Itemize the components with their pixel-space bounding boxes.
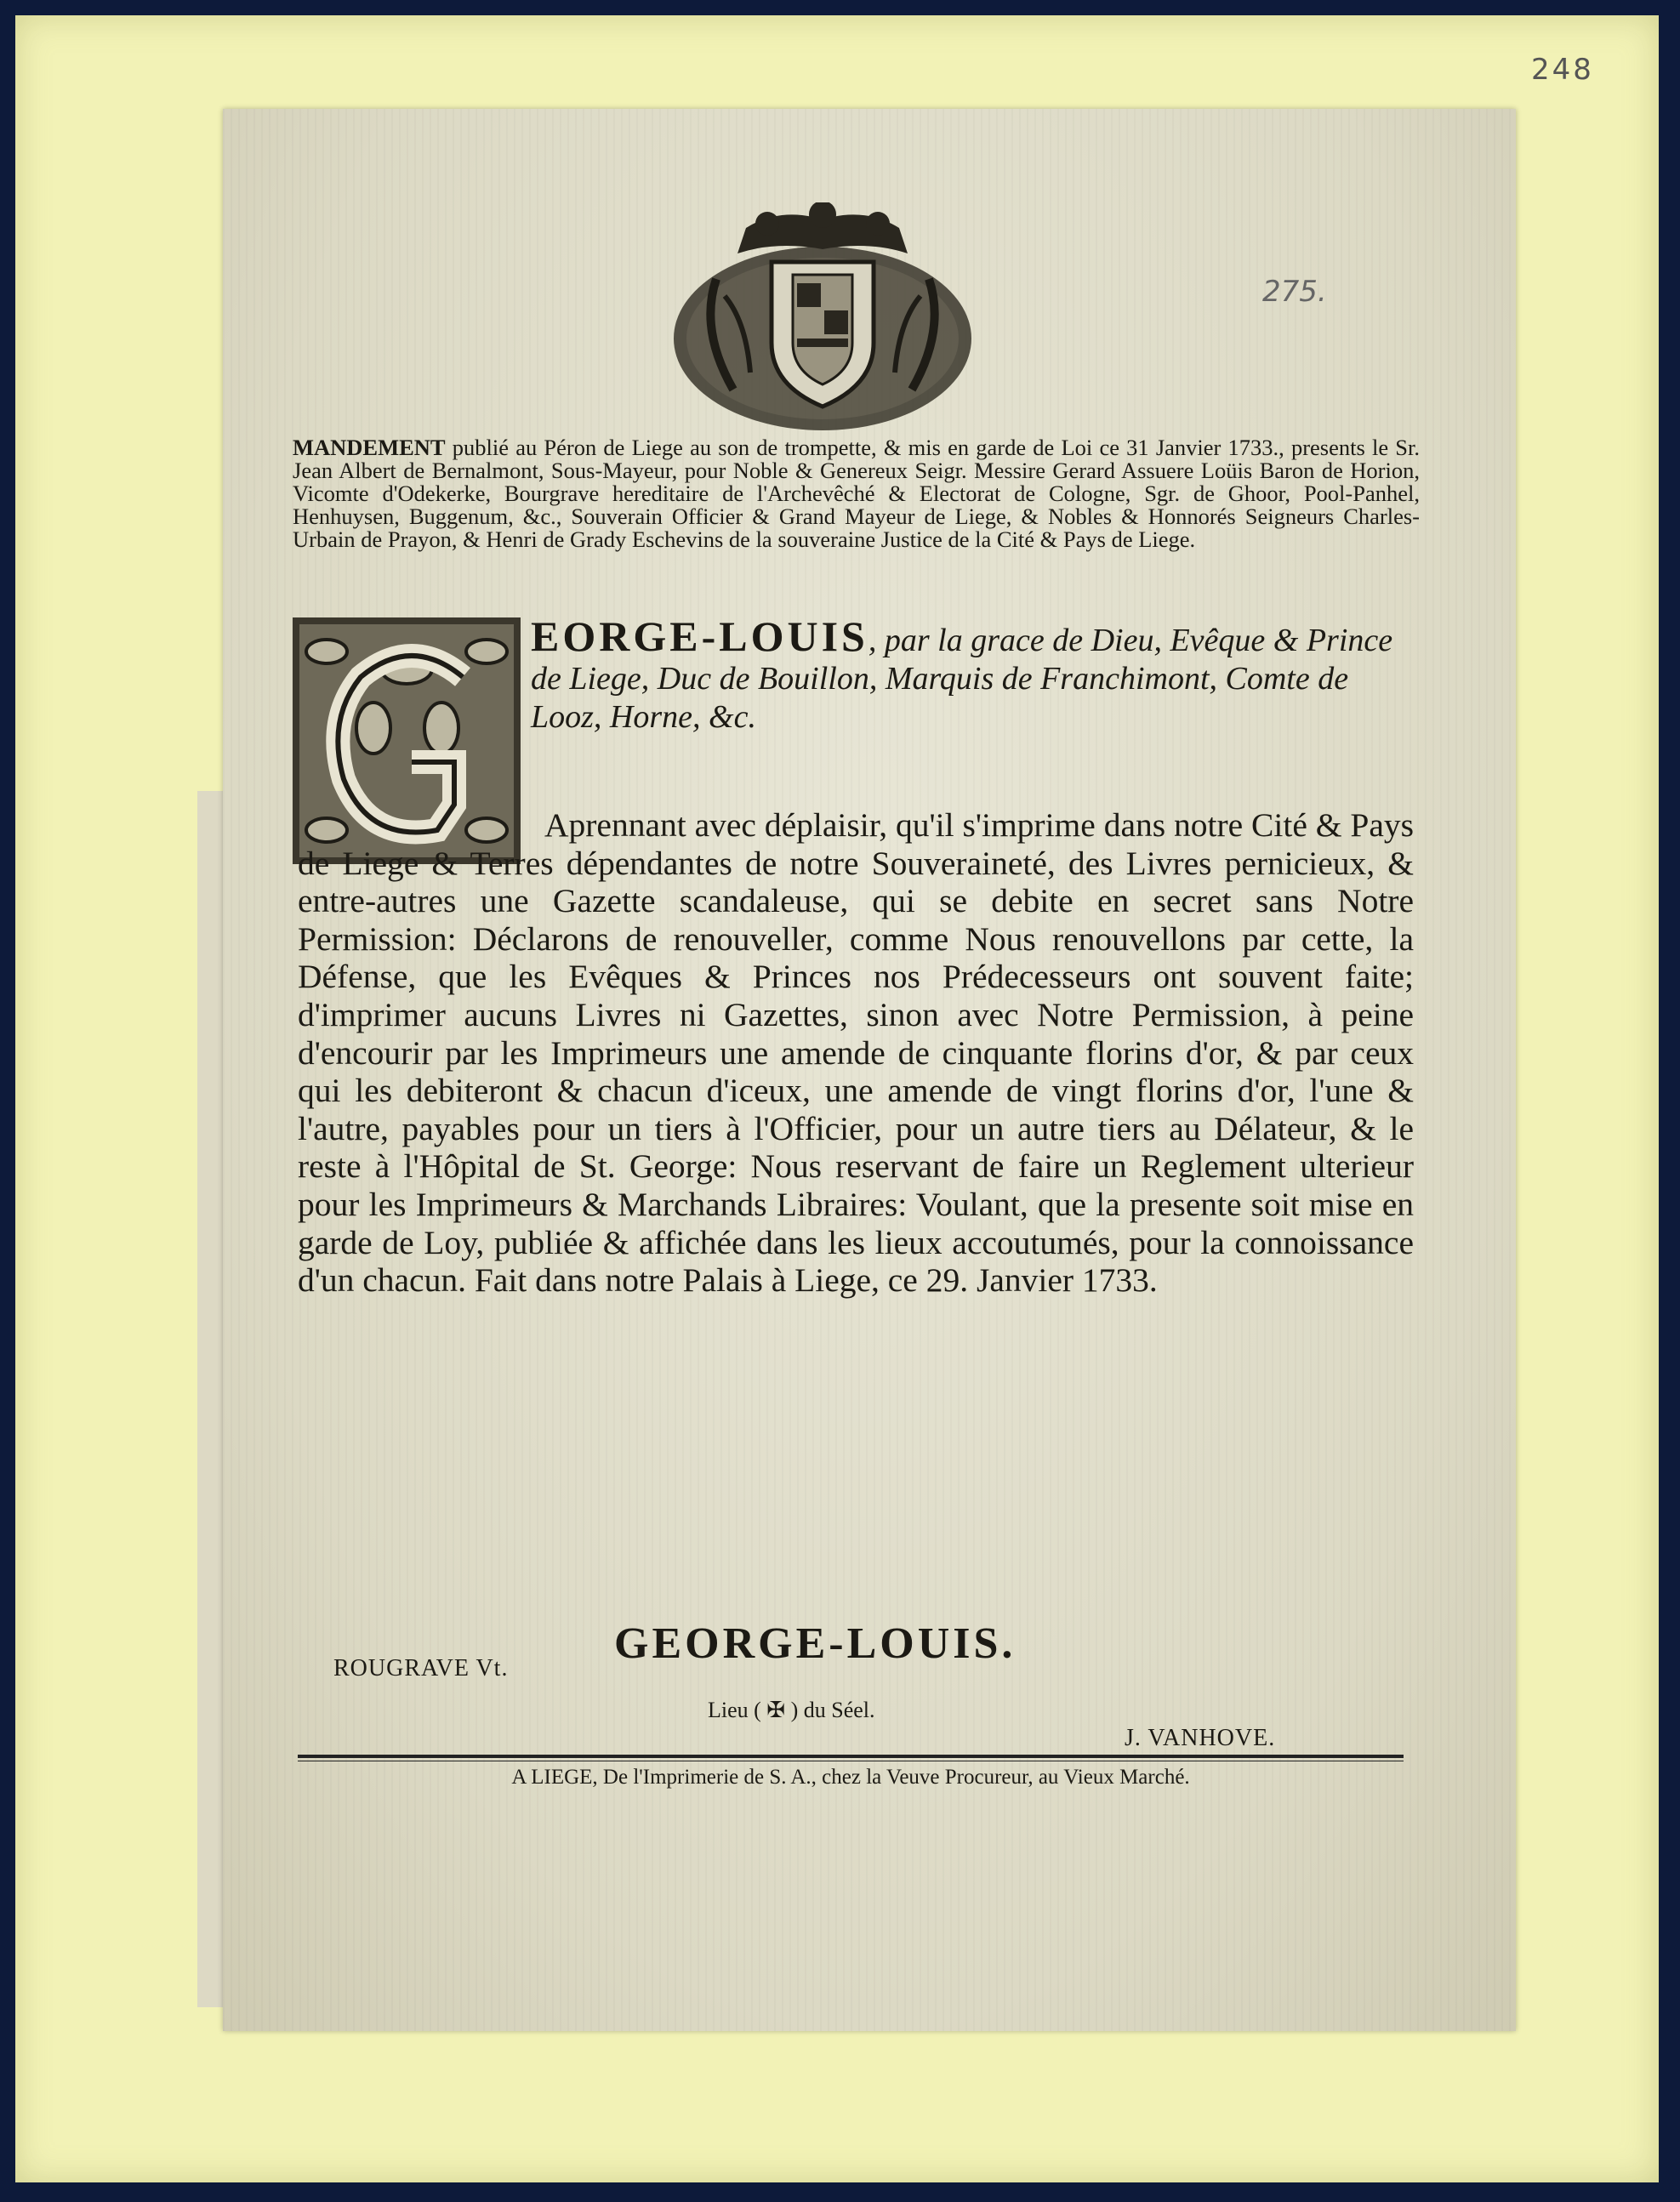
countersign-right: J. VANHOVE.: [1125, 1725, 1276, 1751]
seal-place: Lieu ( ✠ ) du Séel.: [708, 1698, 875, 1722]
countersign-left: ROUGRAVE Vt.: [333, 1655, 509, 1681]
body-text: [298, 806, 1414, 1300]
signature: GEORGE-LOUIS.: [614, 1619, 1017, 1668]
header-lead: MANDEMENT: [293, 435, 446, 460]
document-sheet: [223, 109, 1516, 2031]
folio-number: 275.: [1262, 275, 1327, 309]
body-paragraph: Aprennant avec déplaisir, qu'il s'imprime dans notre Cité & Pays de Liege & Terres dépendantes de notre Souveraineté, des Livres pernicieux, & entre-autres une Gazette scandaleuse, qui se debite en secret sans Notre Permission: Déclarons de renouveller, comme Nous renouvellons par cette, la Défense, que les Evêques & Princes nos Prédecesseurs ont souvent faite; d'imprimer aucuns Livres ni Gazettes, sinon avec Notre Permission, à peine d'encourir par les Imprimeurs une amende de cinquante florins d'or, & par ceux qui les debiteront & chacun d'iceux, une amende de vingt florins d'or, l'une & l'autre, payables pour un tiers à l'Officier, pour un autre tiers au Délateur, & le reste à l'Hôpital de St. George: Nous reservant de faire un Reglement ulterieur pour les Imprimeurs & Marchands Libraires: Voulant, que la presente soit mise en garde de Loy, publiée & affichée dans les lieux accoutumés, pour la connoissance d'un chacun. Fait dans notre Palais à Liege, ce 29. Janvier 1733.: [298, 806, 1414, 1300]
printer-imprint: A LIEGE, De l'Imprimerie de S. A., chez la Veuve Procureur, au Vieux Marché.: [511, 1766, 1190, 1789]
title-block: [531, 612, 1415, 737]
archive-number: 248: [1531, 53, 1594, 87]
prince-name: EORGE-LOUIS: [531, 612, 868, 660]
coat-of-arms-icon: [665, 202, 980, 436]
header-text: publié au Péron de Liege au son de trompette, & mis en garde de Loi ce 31 Janvier 1733., presents le Sr. Jean Albert de Bernalmont, Sous-Mayeur, pour Noble & Genereux Seigr. Messire Gerard Assuere Loüis Baron de Horion, Vicomte d'Odekerke, Bourgrave hereditaire de l'Archevêché & Electorat de Cologne, Sgr. de Ghoor, Pool-Panhel, Henhuysen, Buggenum, &c., Souverain Officier & Grand Mayeur de Liege, & Nobles & Honnorés Seigneurs Charles-Urbain de Prayon, & Henri de Grady Eschevins de la souveraine Justice de la Cité & Pays de Liege.: [293, 435, 1421, 552]
mandement-header: [293, 436, 1420, 551]
prince-styles: , par la grace de Dieu, Evêque & Prince de Liege, Duc de Bouillon, Marquis de Franchimont, Comte de Looz, Horne, &c.: [531, 623, 1393, 735]
divider-rule: [298, 1755, 1404, 1758]
